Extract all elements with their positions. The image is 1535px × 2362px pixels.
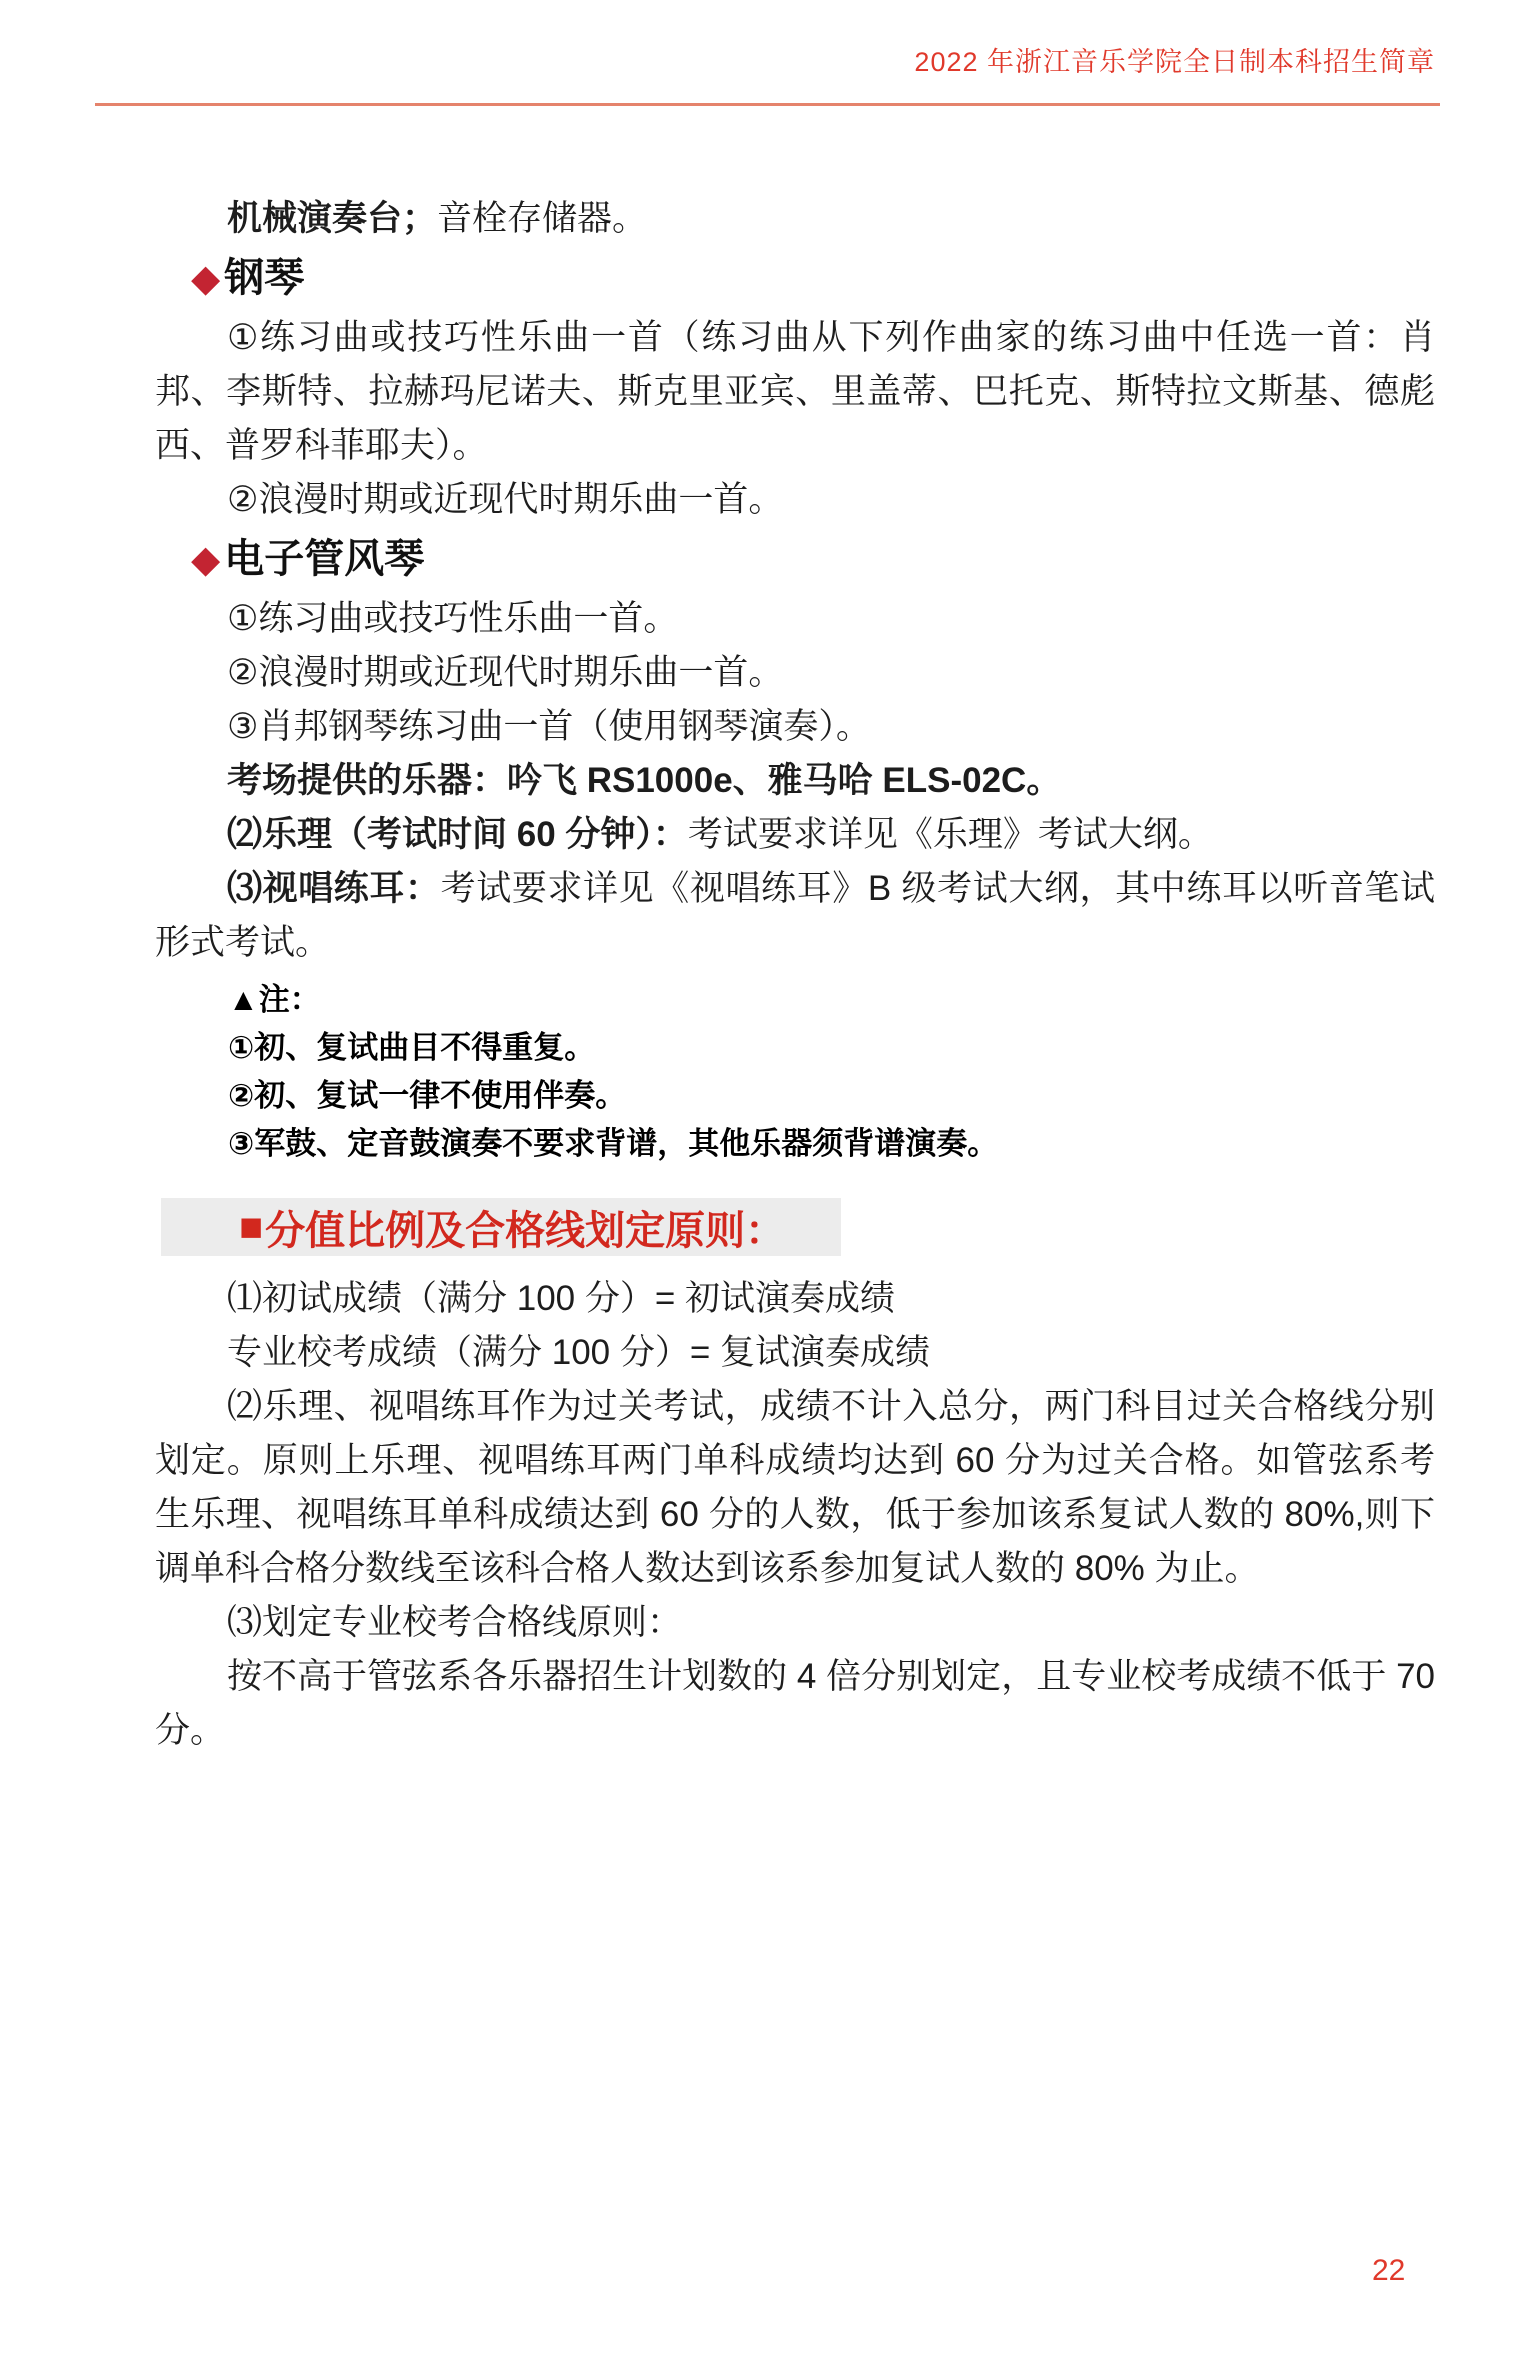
notes-label-line	[155, 976, 1435, 1024]
heading-electronic-organ-label: 电子管风琴	[224, 537, 425, 581]
paragraph-music-theory	[155, 808, 1435, 862]
notes-block	[155, 976, 1435, 1168]
note-item-2: ②初、复试一律不使用伴奏。	[228, 1078, 627, 1113]
organ-item-3: ③肖邦钢琴练习曲一首（使用钢琴演奏）。	[227, 707, 871, 746]
note-item-3: ③军鼓、定音鼓演奏不要求背谱，其他乐器须背谱演奏。	[228, 1126, 999, 1161]
music-theory-rest: 考试要求详见《乐理》考试大纲。	[687, 815, 1213, 854]
page-number: 22	[1372, 2254, 1406, 2287]
organ-item-1: ①练习曲或技巧性乐曲一首。	[227, 599, 679, 638]
console-equipment-rest: 音栓存储器。	[437, 199, 648, 238]
music-theory-lead: ⑵乐理（考试时间 60 分钟）：	[227, 815, 688, 854]
diamond-icon: ◆	[191, 539, 221, 581]
heading-piano	[155, 246, 1435, 311]
triangle-icon: ▲	[228, 982, 259, 1017]
section-heading-bar	[161, 1198, 841, 1256]
solfege-lead: ⑶视唱练耳：	[227, 869, 441, 908]
provided-instruments: 考场提供的乐器：吟飞 RS1000e、雅马哈 ELS-02C。	[227, 761, 1062, 800]
scoring-paragraph-5: 按不高于管弦系各乐器招生计划数的 4 倍分别划定，且专业校考成绩不低于 70 分。	[155, 1657, 1435, 1750]
header-rule	[95, 103, 1440, 106]
paragraph-console-equipment	[155, 192, 1435, 246]
scoring-paragraph-4: ⑶划定专业校考合格线原则：	[227, 1603, 683, 1642]
solfege-rest: 考试要求详见《视唱练耳》B 级考试大纲，其中练耳以听音笔试形式考试。	[155, 869, 1435, 962]
section-title: 分值比例及合格线划定原则：	[265, 1208, 786, 1253]
organ-item-2: ②浪漫时期或近现代时期乐曲一首。	[227, 653, 784, 692]
scoring-paragraph-3: ⑵乐理、视唱练耳作为过关考试，成绩不计入总分，两门科目过关合格线分别划定。原则上乐理、视唱练耳两门单科成绩均达到 60 分为过关合格。如管弦系考生乐理、视唱练耳单科成绩达到 60 分的人数，低于参加该系复试人数的 80%,则下调单科合格分数线至该科合格人数达到该系参加复试人数的 80% 为止。	[155, 1387, 1435, 1588]
heading-piano-label: 钢琴	[224, 256, 305, 300]
diamond-icon: ◆	[191, 258, 221, 300]
piano-item-1: ①练习曲或技巧性乐曲一首（练习曲从下列作曲家的练习曲中任选一首：肖邦、李斯特、拉赫玛尼诺夫、斯克里亚宾、里盖蒂、巴托克、斯特拉文斯基、德彪西、普罗科菲耶夫）。	[155, 318, 1435, 465]
header-title: 2022 年浙江音乐学院全日制本科招生简章	[914, 47, 1435, 77]
notes-label: 注：	[258, 982, 321, 1017]
piano-item-2: ②浪漫时期或近现代时期乐曲一首。	[227, 480, 784, 519]
scoring-paragraph-1: ⑴初试成绩（满分 100 分）= 初试演奏成绩	[227, 1279, 896, 1318]
heading-electronic-organ	[155, 527, 1435, 592]
paragraph-solfege	[155, 862, 1435, 970]
square-icon: ■	[239, 1205, 264, 1249]
note-item-1: ①初、复试曲目不得重复。	[228, 1030, 596, 1065]
scoring-block	[155, 1272, 1435, 1758]
console-equipment-lead: 机械演奏台；	[227, 199, 438, 238]
content-column	[155, 192, 1435, 1758]
scoring-paragraph-2: 专业校考成绩（满分 100 分）= 复试演奏成绩	[227, 1333, 931, 1372]
